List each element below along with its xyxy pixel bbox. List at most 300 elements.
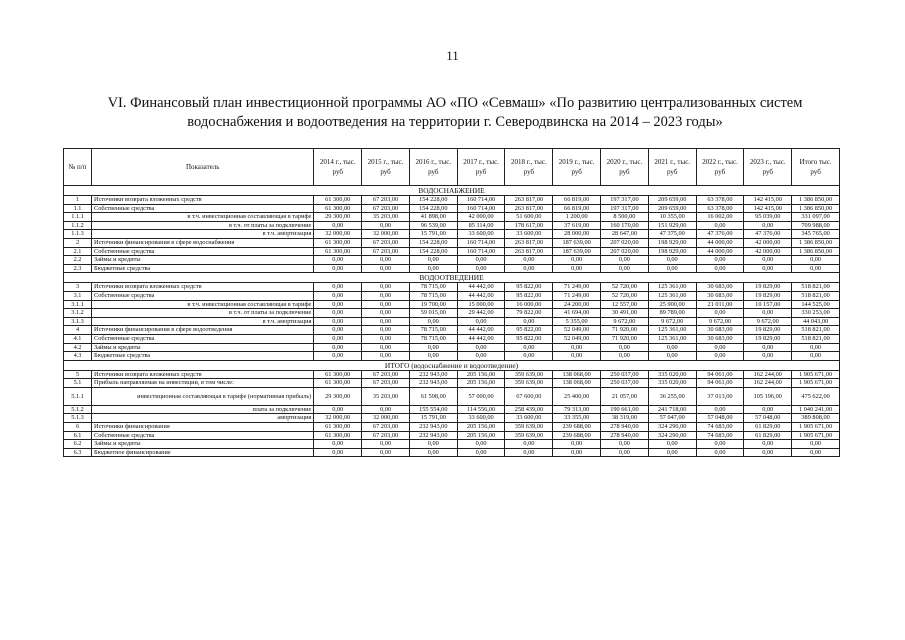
value-cell: 5 355,00 bbox=[553, 317, 601, 326]
value-cell: 190 661,00 bbox=[601, 405, 649, 414]
value-cell: 205 156,00 bbox=[457, 431, 505, 440]
value-cell: 16 002,00 bbox=[696, 213, 744, 222]
indicator-name: плата за подключение bbox=[92, 405, 314, 414]
indicator-name: Источники финансирования bbox=[92, 423, 314, 432]
value-cell: 28 000,00 bbox=[553, 230, 601, 239]
value-cell: 241 718,00 bbox=[648, 405, 696, 414]
value-cell: 197 317,00 bbox=[601, 196, 649, 205]
value-cell: 187 639,00 bbox=[553, 238, 601, 247]
column-header: 2015 г., тыс. руб bbox=[362, 149, 410, 186]
total-cell: 0,00 bbox=[792, 448, 840, 457]
value-cell: 52 720,00 bbox=[601, 291, 649, 300]
value-cell: 0,00 bbox=[744, 405, 792, 414]
value-cell: 0,00 bbox=[601, 256, 649, 265]
value-cell: 258 439,00 bbox=[505, 405, 553, 414]
value-cell: 0,00 bbox=[314, 300, 362, 309]
value-cell: 67 203,00 bbox=[362, 238, 410, 247]
value-cell: 0,00 bbox=[553, 448, 601, 457]
total-cell: 518 821,00 bbox=[792, 291, 840, 300]
value-cell: 278 940,00 bbox=[601, 423, 649, 432]
value-cell: 0,00 bbox=[314, 317, 362, 326]
column-header: 2017 г., тыс. руб bbox=[457, 149, 505, 186]
row-number: 6.2 bbox=[64, 440, 92, 449]
value-cell: 0,00 bbox=[601, 264, 649, 273]
value-cell: 47 376,00 bbox=[744, 230, 792, 239]
value-cell: 61 829,00 bbox=[744, 423, 792, 432]
column-header: 2022 г., тыс. руб bbox=[696, 149, 744, 186]
value-cell: 94 061,00 bbox=[696, 379, 744, 388]
value-cell: 324 290,00 bbox=[648, 431, 696, 440]
value-cell: 15 791,00 bbox=[409, 230, 457, 239]
table-row bbox=[64, 300, 840, 309]
value-cell: 67 203,00 bbox=[362, 204, 410, 213]
value-cell: 0,00 bbox=[744, 221, 792, 230]
value-cell: 0,00 bbox=[362, 283, 410, 292]
financial-plan-table bbox=[63, 148, 840, 457]
value-cell: 57 000,00 bbox=[457, 387, 505, 405]
value-cell: 0,00 bbox=[409, 448, 457, 457]
value-cell: 79 822,00 bbox=[505, 309, 553, 318]
value-cell: 67 203,00 bbox=[362, 196, 410, 205]
value-cell: 209 659,00 bbox=[648, 196, 696, 205]
value-cell: 78 715,00 bbox=[409, 334, 457, 343]
table-row bbox=[64, 431, 840, 440]
value-cell: 0,00 bbox=[362, 291, 410, 300]
value-cell: 1 200,00 bbox=[553, 213, 601, 222]
value-cell: 30 683,00 bbox=[696, 283, 744, 292]
total-cell: 1 905 671,00 bbox=[792, 379, 840, 388]
value-cell: 29 300,00 bbox=[314, 213, 362, 222]
value-cell: 71 920,00 bbox=[601, 334, 649, 343]
value-cell: 9 672,00 bbox=[696, 317, 744, 326]
value-cell: 154 228,00 bbox=[409, 196, 457, 205]
value-cell: 57 047,00 bbox=[648, 414, 696, 423]
value-cell: 205 156,00 bbox=[457, 423, 505, 432]
total-cell: 709 988,00 bbox=[792, 221, 840, 230]
value-cell: 96 539,00 bbox=[409, 221, 457, 230]
value-cell: 125 361,00 bbox=[648, 291, 696, 300]
value-cell: 9 672,00 bbox=[744, 317, 792, 326]
value-cell: 30 683,00 bbox=[696, 326, 744, 335]
row-number: 5.1 bbox=[64, 379, 92, 388]
value-cell: 0,00 bbox=[505, 352, 553, 361]
total-cell: 1 386 850,00 bbox=[792, 247, 840, 256]
value-cell: 125 361,00 bbox=[648, 326, 696, 335]
value-cell: 0,00 bbox=[601, 352, 649, 361]
indicator-name: Источники финансирования в сфере водоотведения bbox=[92, 326, 314, 335]
total-cell: 0,00 bbox=[792, 343, 840, 352]
row-number: 5.1.3 bbox=[64, 414, 92, 423]
table-row bbox=[64, 247, 840, 256]
value-cell: 0,00 bbox=[362, 343, 410, 352]
value-cell: 125 361,00 bbox=[648, 283, 696, 292]
value-cell: 0,00 bbox=[696, 448, 744, 457]
value-cell: 78 715,00 bbox=[409, 283, 457, 292]
value-cell: 19 829,00 bbox=[744, 283, 792, 292]
indicator-name: в т.ч. амортизация bbox=[92, 317, 314, 326]
value-cell: 89 789,00 bbox=[648, 309, 696, 318]
section-title: ИТОГО (водоснабжение и водоотведение) bbox=[64, 360, 840, 370]
value-cell: 47 376,00 bbox=[696, 230, 744, 239]
value-cell: 74 683,00 bbox=[696, 431, 744, 440]
row-number: 4.3 bbox=[64, 352, 92, 361]
value-cell: 25 400,00 bbox=[553, 387, 601, 405]
value-cell: 154 228,00 bbox=[409, 204, 457, 213]
value-cell: 138 068,00 bbox=[553, 370, 601, 379]
table-row bbox=[64, 230, 840, 239]
value-cell: 15 000,00 bbox=[457, 300, 505, 309]
value-cell: 37 013,00 bbox=[696, 387, 744, 405]
value-cell: 278 940,00 bbox=[601, 431, 649, 440]
value-cell: 0,00 bbox=[648, 352, 696, 361]
value-cell: 74 683,00 bbox=[696, 423, 744, 432]
value-cell: 0,00 bbox=[362, 326, 410, 335]
value-cell: 324 290,00 bbox=[648, 423, 696, 432]
value-cell: 0,00 bbox=[314, 405, 362, 414]
value-cell: 61 300,00 bbox=[314, 247, 362, 256]
value-cell: 0,00 bbox=[696, 352, 744, 361]
row-number: 4.2 bbox=[64, 343, 92, 352]
section-title: ВОДООТВЕДЕНИЕ bbox=[64, 273, 840, 283]
value-cell: 35 203,00 bbox=[362, 387, 410, 405]
value-cell: 71 249,00 bbox=[553, 283, 601, 292]
value-cell: 0,00 bbox=[648, 448, 696, 457]
value-cell: 67 203,00 bbox=[362, 423, 410, 432]
value-cell: 0,00 bbox=[314, 326, 362, 335]
value-cell: 0,00 bbox=[648, 440, 696, 449]
value-cell: 19 829,00 bbox=[744, 291, 792, 300]
table-row bbox=[64, 221, 840, 230]
total-cell: 1 386 850,00 bbox=[792, 238, 840, 247]
value-cell: 142 415,00 bbox=[744, 196, 792, 205]
column-header: № п/п bbox=[64, 149, 92, 186]
value-cell: 0,00 bbox=[553, 352, 601, 361]
value-cell: 0,00 bbox=[457, 343, 505, 352]
value-cell: 33 600,00 bbox=[457, 230, 505, 239]
value-cell: 71 249,00 bbox=[553, 291, 601, 300]
value-cell: 0,00 bbox=[409, 264, 457, 273]
value-cell: 0,00 bbox=[314, 256, 362, 265]
row-number: 1.1.3 bbox=[64, 230, 92, 239]
value-cell: 10 355,00 bbox=[648, 213, 696, 222]
value-cell: 0,00 bbox=[505, 448, 553, 457]
value-cell: 0,00 bbox=[696, 264, 744, 273]
value-cell: 154 228,00 bbox=[409, 247, 457, 256]
value-cell: 0,00 bbox=[314, 448, 362, 457]
row-number: 6 bbox=[64, 423, 92, 432]
value-cell: 0,00 bbox=[314, 264, 362, 273]
table-row bbox=[64, 213, 840, 222]
value-cell: 162 244,00 bbox=[744, 370, 792, 379]
value-cell: 0,00 bbox=[457, 440, 505, 449]
value-cell: 263 817,00 bbox=[505, 196, 553, 205]
table-row bbox=[64, 334, 840, 343]
section-header-row bbox=[64, 360, 840, 370]
total-cell: 144 525,00 bbox=[792, 300, 840, 309]
value-cell: 61 300,00 bbox=[314, 370, 362, 379]
value-cell: 61 300,00 bbox=[314, 423, 362, 432]
row-number: 6.3 bbox=[64, 448, 92, 457]
value-cell: 0,00 bbox=[601, 440, 649, 449]
row-number: 2.3 bbox=[64, 264, 92, 273]
value-cell: 61 300,00 bbox=[314, 431, 362, 440]
column-header: 2016 г., тыс. руб bbox=[409, 149, 457, 186]
value-cell: 41 694,00 bbox=[553, 309, 601, 318]
indicator-name: Бюджетные средства bbox=[92, 352, 314, 361]
value-cell: 359 639,00 bbox=[505, 379, 553, 388]
value-cell: 67 203,00 bbox=[362, 370, 410, 379]
column-header: 2021 г., тыс. руб bbox=[648, 149, 696, 186]
total-cell: 0,00 bbox=[792, 264, 840, 273]
row-number: 3.1.3 bbox=[64, 317, 92, 326]
value-cell: 95 039,00 bbox=[744, 213, 792, 222]
value-cell: 0,00 bbox=[314, 221, 362, 230]
indicator-name: Прибыль направляемая на инвестиции, в том числе: bbox=[92, 379, 314, 388]
row-number: 3 bbox=[64, 283, 92, 292]
value-cell: 61 300,00 bbox=[314, 196, 362, 205]
row-number: 3.1.2 bbox=[64, 309, 92, 318]
value-cell: 61 598,00 bbox=[409, 387, 457, 405]
section-title: ВОДОСНАБЖЕНИЕ bbox=[64, 186, 840, 196]
table-row bbox=[64, 326, 840, 335]
table-row bbox=[64, 291, 840, 300]
value-cell: 32 000,00 bbox=[314, 230, 362, 239]
table-row bbox=[64, 414, 840, 423]
table-row bbox=[64, 352, 840, 361]
value-cell: 142 415,00 bbox=[744, 204, 792, 213]
value-cell: 94 061,00 bbox=[696, 370, 744, 379]
value-cell: 0,00 bbox=[553, 264, 601, 273]
row-number: 1.1.1 bbox=[64, 213, 92, 222]
value-cell: 33 600,00 bbox=[457, 414, 505, 423]
value-cell: 209 659,00 bbox=[648, 204, 696, 213]
title-line-2: водоснабжения и водоотведения на территории г. Северодвинска на 2014 – 2023 годы» bbox=[187, 114, 723, 130]
value-cell: 105 196,00 bbox=[744, 387, 792, 405]
value-cell: 66 819,00 bbox=[553, 204, 601, 213]
table-row bbox=[64, 387, 840, 405]
value-cell: 239 688,00 bbox=[553, 431, 601, 440]
table-header-row bbox=[64, 149, 840, 186]
row-number: 6.1 bbox=[64, 431, 92, 440]
total-cell: 1 905 671,00 bbox=[792, 423, 840, 432]
value-cell: 114 556,00 bbox=[457, 405, 505, 414]
indicator-name: в т.ч. инвестиционная составляющая в тарифе bbox=[92, 300, 314, 309]
row-number: 1 bbox=[64, 196, 92, 205]
table-row bbox=[64, 264, 840, 273]
value-cell: 0,00 bbox=[601, 343, 649, 352]
total-cell: 345 765,00 bbox=[792, 230, 840, 239]
section-header-row bbox=[64, 273, 840, 283]
row-number: 2 bbox=[64, 238, 92, 247]
total-cell: 1 386 850,00 bbox=[792, 204, 840, 213]
table-row bbox=[64, 423, 840, 432]
value-cell: 0,00 bbox=[648, 343, 696, 352]
value-cell: 250 037,00 bbox=[601, 370, 649, 379]
row-number: 5.1.1 bbox=[64, 387, 92, 405]
value-cell: 36 255,00 bbox=[648, 387, 696, 405]
value-cell: 85 114,00 bbox=[457, 221, 505, 230]
total-cell: 518 821,00 bbox=[792, 334, 840, 343]
value-cell: 0,00 bbox=[457, 352, 505, 361]
value-cell: 95 822,00 bbox=[505, 334, 553, 343]
value-cell: 187 639,00 bbox=[553, 247, 601, 256]
value-cell: 250 037,00 bbox=[601, 379, 649, 388]
value-cell: 8 500,00 bbox=[601, 213, 649, 222]
value-cell: 0,00 bbox=[362, 352, 410, 361]
column-header: Показатель bbox=[92, 149, 314, 186]
value-cell: 29 300,00 bbox=[314, 387, 362, 405]
value-cell: 125 361,00 bbox=[648, 334, 696, 343]
value-cell: 44 000,00 bbox=[696, 247, 744, 256]
value-cell: 0,00 bbox=[744, 440, 792, 449]
row-number: 3.1.1 bbox=[64, 300, 92, 309]
value-cell: 25 900,00 bbox=[648, 300, 696, 309]
value-cell: 44 000,00 bbox=[696, 238, 744, 247]
total-cell: 518 821,00 bbox=[792, 326, 840, 335]
column-header: 2023 г., тыс. руб bbox=[744, 149, 792, 186]
value-cell: 232 943,00 bbox=[409, 379, 457, 388]
indicator-name: инвестиционная составляющая в тарифе (нормативная прибыль) bbox=[92, 387, 314, 405]
value-cell: 0,00 bbox=[314, 309, 362, 318]
financial-plan-table-container bbox=[63, 148, 840, 457]
value-cell: 0,00 bbox=[457, 264, 505, 273]
value-cell: 24 200,00 bbox=[553, 300, 601, 309]
value-cell: 0,00 bbox=[696, 221, 744, 230]
value-cell: 78 715,00 bbox=[409, 326, 457, 335]
value-cell: 155 554,00 bbox=[409, 405, 457, 414]
indicator-name: Займы и кредиты bbox=[92, 440, 314, 449]
value-cell: 9 672,00 bbox=[648, 317, 696, 326]
value-cell: 198 929,00 bbox=[648, 247, 696, 256]
value-cell: 0,00 bbox=[457, 448, 505, 457]
total-cell: 1 040 241,00 bbox=[792, 405, 840, 414]
value-cell: 21 057,00 bbox=[601, 387, 649, 405]
value-cell: 162 244,00 bbox=[744, 379, 792, 388]
value-cell: 154 228,00 bbox=[409, 238, 457, 247]
value-cell: 239 688,00 bbox=[553, 423, 601, 432]
value-cell: 67 203,00 bbox=[362, 379, 410, 388]
value-cell: 160 170,00 bbox=[601, 221, 649, 230]
value-cell: 61 300,00 bbox=[314, 238, 362, 247]
value-cell: 30 683,00 bbox=[696, 334, 744, 343]
indicator-name: Источники возврата вложенных средств bbox=[92, 283, 314, 292]
total-cell: 331 097,00 bbox=[792, 213, 840, 222]
title-line-1: VI. Финансовый план инвестиционной программы АО «ПО «Севмаш» «По развитию централизованных систем bbox=[107, 95, 803, 111]
table-row bbox=[64, 343, 840, 352]
value-cell: 59 015,00 bbox=[409, 309, 457, 318]
value-cell: 0,00 bbox=[744, 448, 792, 457]
value-cell: 0,00 bbox=[505, 317, 553, 326]
value-cell: 66 819,00 bbox=[553, 196, 601, 205]
value-cell: 35 203,00 bbox=[362, 213, 410, 222]
value-cell: 12 557,00 bbox=[601, 300, 649, 309]
value-cell: 0,00 bbox=[362, 309, 410, 318]
value-cell: 232 943,00 bbox=[409, 431, 457, 440]
value-cell: 0,00 bbox=[601, 448, 649, 457]
value-cell: 359 639,00 bbox=[505, 423, 553, 432]
value-cell: 79 313,00 bbox=[553, 405, 601, 414]
value-cell: 0,00 bbox=[409, 440, 457, 449]
value-cell: 21 011,00 bbox=[696, 300, 744, 309]
total-cell: 44 043,00 bbox=[792, 317, 840, 326]
value-cell: 67 203,00 bbox=[362, 431, 410, 440]
row-number: 2.1 bbox=[64, 247, 92, 256]
value-cell: 19 700,00 bbox=[409, 300, 457, 309]
indicator-name: в т.ч. от платы за подключение bbox=[92, 221, 314, 230]
value-cell: 0,00 bbox=[362, 448, 410, 457]
value-cell: 0,00 bbox=[457, 256, 505, 265]
value-cell: 0,00 bbox=[744, 343, 792, 352]
value-cell: 95 822,00 bbox=[505, 326, 553, 335]
indicator-name: Источники возврата вложенных средств bbox=[92, 370, 314, 379]
indicator-name: Бюджетные средства bbox=[92, 264, 314, 273]
total-cell: 389 808,00 bbox=[792, 414, 840, 423]
indicator-name: Бюджетное финансирование bbox=[92, 448, 314, 457]
table-row bbox=[64, 379, 840, 388]
value-cell: 335 020,00 bbox=[648, 379, 696, 388]
value-cell: 41 898,00 bbox=[409, 213, 457, 222]
value-cell: 0,00 bbox=[314, 343, 362, 352]
value-cell: 42 000,00 bbox=[744, 238, 792, 247]
table-row bbox=[64, 440, 840, 449]
value-cell: 178 617,00 bbox=[505, 221, 553, 230]
value-cell: 44 442,00 bbox=[457, 334, 505, 343]
value-cell: 63 378,00 bbox=[696, 196, 744, 205]
total-cell: 1 905 671,00 bbox=[792, 370, 840, 379]
total-cell: 518 821,00 bbox=[792, 283, 840, 292]
value-cell: 160 714,00 bbox=[457, 247, 505, 256]
value-cell: 52 720,00 bbox=[601, 283, 649, 292]
value-cell: 0,00 bbox=[744, 264, 792, 273]
value-cell: 0,00 bbox=[553, 440, 601, 449]
total-cell: 0,00 bbox=[792, 440, 840, 449]
value-cell: 32 000,00 bbox=[362, 414, 410, 423]
value-cell: 151 929,00 bbox=[648, 221, 696, 230]
value-cell: 44 442,00 bbox=[457, 283, 505, 292]
value-cell: 95 822,00 bbox=[505, 291, 553, 300]
value-cell: 47 375,00 bbox=[648, 230, 696, 239]
table-row bbox=[64, 317, 840, 326]
value-cell: 16 000,00 bbox=[505, 300, 553, 309]
value-cell: 263 817,00 bbox=[505, 247, 553, 256]
total-cell: 0,00 bbox=[792, 352, 840, 361]
total-cell: 0,00 bbox=[792, 256, 840, 265]
value-cell: 263 817,00 bbox=[505, 238, 553, 247]
value-cell: 61 300,00 bbox=[314, 379, 362, 388]
value-cell: 57 048,00 bbox=[744, 414, 792, 423]
indicator-name: в т.ч. амортизация bbox=[92, 230, 314, 239]
value-cell: 10 157,00 bbox=[744, 300, 792, 309]
value-cell: 205 156,00 bbox=[457, 370, 505, 379]
indicator-name: Собственные средства bbox=[92, 247, 314, 256]
value-cell: 42 000,00 bbox=[457, 213, 505, 222]
value-cell: 138 068,00 bbox=[553, 379, 601, 388]
value-cell: 28 647,00 bbox=[601, 230, 649, 239]
value-cell: 0,00 bbox=[314, 283, 362, 292]
value-cell: 160 714,00 bbox=[457, 238, 505, 247]
value-cell: 0,00 bbox=[648, 264, 696, 273]
value-cell: 0,00 bbox=[409, 352, 457, 361]
table-row bbox=[64, 196, 840, 205]
row-number: 5 bbox=[64, 370, 92, 379]
value-cell: 0,00 bbox=[362, 317, 410, 326]
value-cell: 33 355,00 bbox=[553, 414, 601, 423]
value-cell: 359 639,00 bbox=[505, 431, 553, 440]
indicator-name: Собственные средства bbox=[92, 334, 314, 343]
value-cell: 71 920,00 bbox=[601, 326, 649, 335]
value-cell: 57 048,00 bbox=[696, 414, 744, 423]
value-cell: 0,00 bbox=[696, 440, 744, 449]
